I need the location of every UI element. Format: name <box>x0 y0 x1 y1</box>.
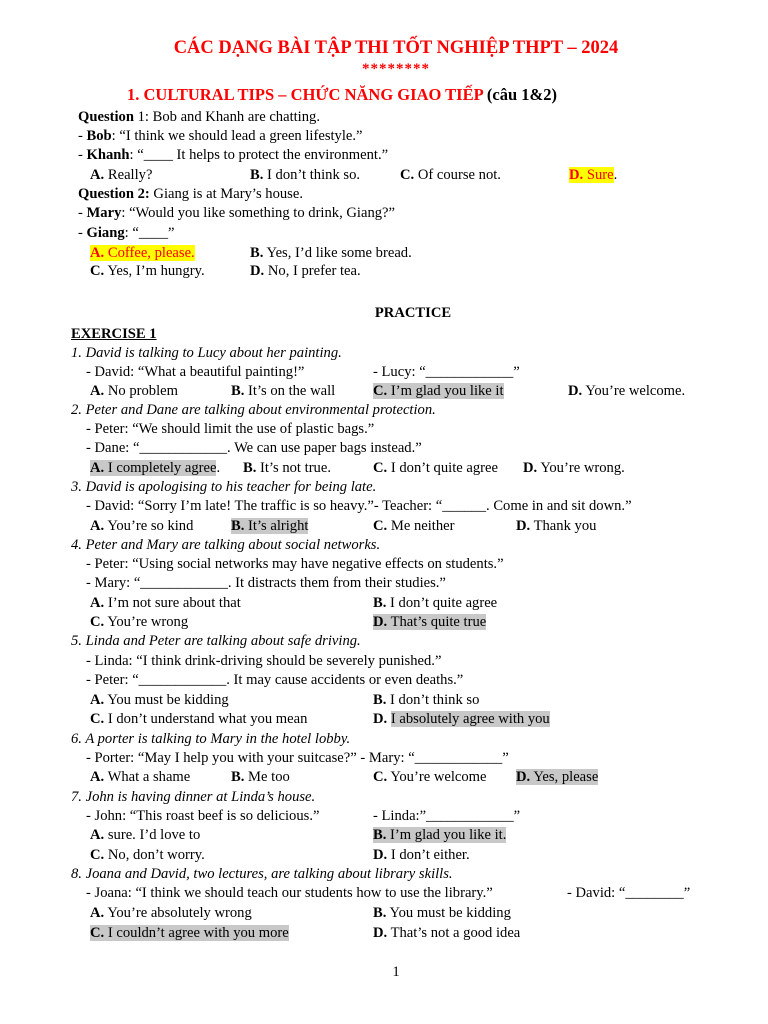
option-letter: B. <box>231 383 245 399</box>
option-text: Yes, I’m hungry. <box>107 263 205 279</box>
dialogue-line: - Mary: “____________. It distracts them from their studies.” <box>86 575 446 591</box>
option-letter: B. <box>373 905 387 921</box>
dialogue-line: - Dane: “____________. We can use paper bags instead.” <box>86 440 422 456</box>
option-a <box>90 517 193 536</box>
practice-heading: PRACTICE <box>374 305 452 321</box>
option-letter: C. <box>90 263 105 279</box>
option-a-answer <box>90 244 195 263</box>
option-text: You must be kidding <box>389 905 511 921</box>
option-letter: C. <box>373 518 388 534</box>
option-a <box>90 768 190 787</box>
option-text: That’s not a good idea <box>390 925 521 941</box>
option-letter: D. <box>373 847 388 863</box>
option-text: I absolutely agree with you <box>390 711 550 727</box>
dialogue-line: - Peter: “____________. It may cause accidents or even deaths.” <box>86 672 464 688</box>
option-text: No problem <box>107 383 178 399</box>
option-d <box>568 382 685 401</box>
dialogue-line: - Linda:”____________” <box>373 808 521 824</box>
option-text: It’s on the wall <box>248 383 336 399</box>
option-text: I couldn’t agree with you more <box>107 925 289 941</box>
option-letter: C. <box>373 769 388 785</box>
option-letter: A. <box>90 595 105 611</box>
option-text: I don’t think so. <box>267 167 361 183</box>
option-letter: B. <box>250 167 264 183</box>
title-stars: ******** <box>362 61 430 77</box>
option-letter: D. <box>250 263 265 279</box>
option-c <box>373 768 487 787</box>
option-letter: D. <box>373 711 388 727</box>
option-a <box>90 166 152 185</box>
option-text: I don’t quite agree <box>390 595 498 611</box>
speaker-name: Bob <box>86 128 112 144</box>
option-letter: A. <box>90 905 105 921</box>
option-letter: D. <box>569 167 584 183</box>
question-stem: 3. David is apologising to his teacher for being late. <box>71 479 377 495</box>
option-text: Of course not. <box>417 167 501 183</box>
option-text: I’m glad you like it. <box>390 827 507 843</box>
question-stem: 1. David is talking to Lucy about her painting. <box>71 345 342 361</box>
speaker-text: : “I think we should lead a green lifestyle.” <box>111 128 363 144</box>
option-a <box>90 691 229 710</box>
option-letter: C. <box>90 614 105 630</box>
page-number: 1 <box>392 964 400 980</box>
option-a <box>90 594 241 613</box>
question-stem: 8. Joana and David, two lectures, are talking about library skills. <box>71 866 453 882</box>
q-label: Question <box>78 109 134 125</box>
option-letter: A. <box>90 460 105 476</box>
option-b-answer <box>231 517 308 536</box>
question-stem: 7. John is having dinner at Linda’s house. <box>71 789 316 805</box>
option-text: Really? <box>107 167 153 183</box>
q-text: Giang is at Mary’s house. <box>149 186 303 202</box>
dialogue-line: - David: “Sorry I’m late! The traffic is so heavy.”- Teacher: “______. Come in and sit down.” <box>86 498 632 514</box>
option-letter: C. <box>90 925 105 941</box>
option-text: It’s not true. <box>260 460 331 476</box>
option-b <box>373 691 479 710</box>
option-letter: C. <box>90 711 105 727</box>
option-b <box>373 594 497 613</box>
option-text: Coffee, please. <box>107 245 195 261</box>
option-letter: D. <box>373 614 388 630</box>
speaker-text: : “____ It helps to protect the environment.” <box>129 147 389 163</box>
speaker-text: : “Would you like something to drink, Giang?” <box>121 205 396 221</box>
option-c <box>400 166 501 185</box>
option-text: It’s alright <box>248 518 309 534</box>
option-text: I don’t quite agree <box>390 460 498 476</box>
speaker-name: Mary <box>86 205 122 221</box>
example-2-line-1: - Mary: “Would you like something to drink, Giang?” <box>78 205 396 221</box>
option-letter: A. <box>90 518 105 534</box>
option-letter: A. <box>90 769 105 785</box>
option-c <box>373 517 454 536</box>
dialogue-line: - Porter: “May I help you with your suitcase?” - Mary: “____________” <box>86 750 509 766</box>
q-label: Question 2: <box>78 186 150 202</box>
question-stem: 6. A porter is talking to Mary in the hotel lobby. <box>71 731 351 747</box>
option-letter: A. <box>90 383 105 399</box>
option-a <box>90 826 200 845</box>
option-text: You’re wrong <box>107 614 189 630</box>
option-letter: D. <box>516 769 531 785</box>
option-letter: C. <box>373 383 388 399</box>
option-text: I’m not sure about that <box>107 595 241 611</box>
section-heading <box>0 85 684 105</box>
option-letter: C. <box>400 167 415 183</box>
option-letter: A. <box>90 692 105 708</box>
option-letter: B. <box>231 769 245 785</box>
option-text: You’re wrong. <box>540 460 625 476</box>
example-question-2 <box>78 185 303 204</box>
option-letter: A. <box>90 245 105 261</box>
option-d <box>516 517 596 536</box>
example-1-line-1: - Bob: “I think we should lead a green lifestyle.” <box>78 128 363 144</box>
option-d-answer <box>373 710 550 729</box>
option-d <box>250 262 361 281</box>
option-text: I completely agree <box>107 460 217 476</box>
option-text: That’s quite true <box>390 614 487 630</box>
option-a <box>90 382 178 401</box>
option-d-answer <box>516 768 598 787</box>
option-letter: A. <box>90 167 105 183</box>
option-text: You’re absolutely wrong <box>107 905 252 921</box>
option-letter: B. <box>373 692 387 708</box>
dialogue-line: - John: “This roast beef is so delicious.” <box>86 808 320 824</box>
option-c <box>90 846 205 865</box>
option-letter: D. <box>568 383 583 399</box>
question-stem: 5. Linda and Peter are talking about safe driving. <box>71 633 361 649</box>
example-1-line-2: - Khanh: “____ It helps to protect the environment.” <box>78 147 389 163</box>
option-text: I’m glad you like it <box>390 383 504 399</box>
option-text: You’re welcome <box>390 769 487 785</box>
dialogue-line: - Peter: “Using social networks may have negative effects on students.” <box>86 556 504 572</box>
option-text: I don’t either. <box>390 847 470 863</box>
speaker-text: : “____” <box>124 225 175 241</box>
dialogue-line: - Joana: “I think we should teach our students how to use the library.” <box>86 885 493 901</box>
option-c <box>90 262 205 281</box>
option-letter: A. <box>90 827 105 843</box>
option-text: You must be kidding <box>107 692 229 708</box>
dialogue-line: - David: “What a beautiful painting!” <box>86 364 305 380</box>
option-c <box>90 613 188 632</box>
option-d <box>373 924 520 943</box>
option-c-answer <box>373 382 504 401</box>
option-d-answer <box>373 613 486 632</box>
option-letter: B. <box>243 460 257 476</box>
option-text: I don’t understand what you mean <box>107 711 308 727</box>
option-letter: D. <box>523 460 538 476</box>
option-letter: B. <box>250 245 264 261</box>
document-title: CÁC DẠNG BÀI TẬP THI TỐT NGHIỆP THPT – 2024 <box>173 38 619 58</box>
option-text: Me neither <box>390 518 455 534</box>
option-text: I don’t think so <box>390 692 480 708</box>
option-text: No, don’t worry. <box>107 847 205 863</box>
option-b <box>231 768 290 787</box>
option-text: You’re welcome. <box>585 383 686 399</box>
option-text: You’re so kind <box>107 518 194 534</box>
option-letter: B. <box>231 518 245 534</box>
option-text: sure. I’d love to <box>107 827 201 843</box>
option-a <box>90 904 252 923</box>
speaker-name: Giang <box>86 225 125 241</box>
option-text: Me too <box>248 769 290 785</box>
option-text: Sure <box>586 167 614 183</box>
dialogue-line: - Lucy: “____________” <box>373 364 520 380</box>
option-c <box>90 710 307 729</box>
section-heading-red: 1. CULTURAL TIPS – CHỨC NĂNG GIAO TIẾP <box>127 85 483 104</box>
question-stem: 2. Peter and Dane are talking about environmental protection. <box>71 402 436 418</box>
option-letter: B. <box>373 827 387 843</box>
exercise-heading: EXERCISE 1 <box>71 326 157 342</box>
option-letter: B. <box>373 595 387 611</box>
section-heading-black: (câu 1&2) <box>482 85 557 104</box>
option-b <box>243 459 331 478</box>
option-letter: D. <box>373 925 388 941</box>
question-stem: 4. Peter and Mary are talking about social networks. <box>71 537 381 553</box>
option-b-answer <box>373 826 506 845</box>
option-b <box>373 904 511 923</box>
option-c-answer <box>90 924 289 943</box>
option-letter: D. <box>516 518 531 534</box>
option-letter: C. <box>90 847 105 863</box>
example-question-1 <box>78 108 320 127</box>
option-b <box>250 166 360 185</box>
option-text: No, I prefer tea. <box>267 263 361 279</box>
option-a-answer: A. I completely agree. <box>90 460 221 476</box>
option-d <box>373 846 470 865</box>
option-text: Yes, I’d like some bread. <box>266 245 412 261</box>
option-d <box>523 459 625 478</box>
option-text: What a shame <box>107 769 191 785</box>
dialogue-line: - Linda: “I think drink-driving should be severely punished.” <box>86 653 442 669</box>
option-d-answer: D. Sure. <box>569 167 618 183</box>
dialogue-line: - Peter: “We should limit the use of plastic bags.” <box>86 421 375 437</box>
option-letter: C. <box>373 460 388 476</box>
example-2-line-2: - Giang: “____” <box>78 225 175 241</box>
dialogue-line: - David: “________” <box>567 885 691 901</box>
option-b <box>250 244 412 263</box>
option-c <box>373 459 498 478</box>
option-b <box>231 382 335 401</box>
option-text: Yes, please <box>533 769 599 785</box>
speaker-name: Khanh <box>86 147 130 163</box>
q-text: 1: Bob and Khanh are chatting. <box>133 109 320 125</box>
option-text: Thank you <box>533 518 597 534</box>
